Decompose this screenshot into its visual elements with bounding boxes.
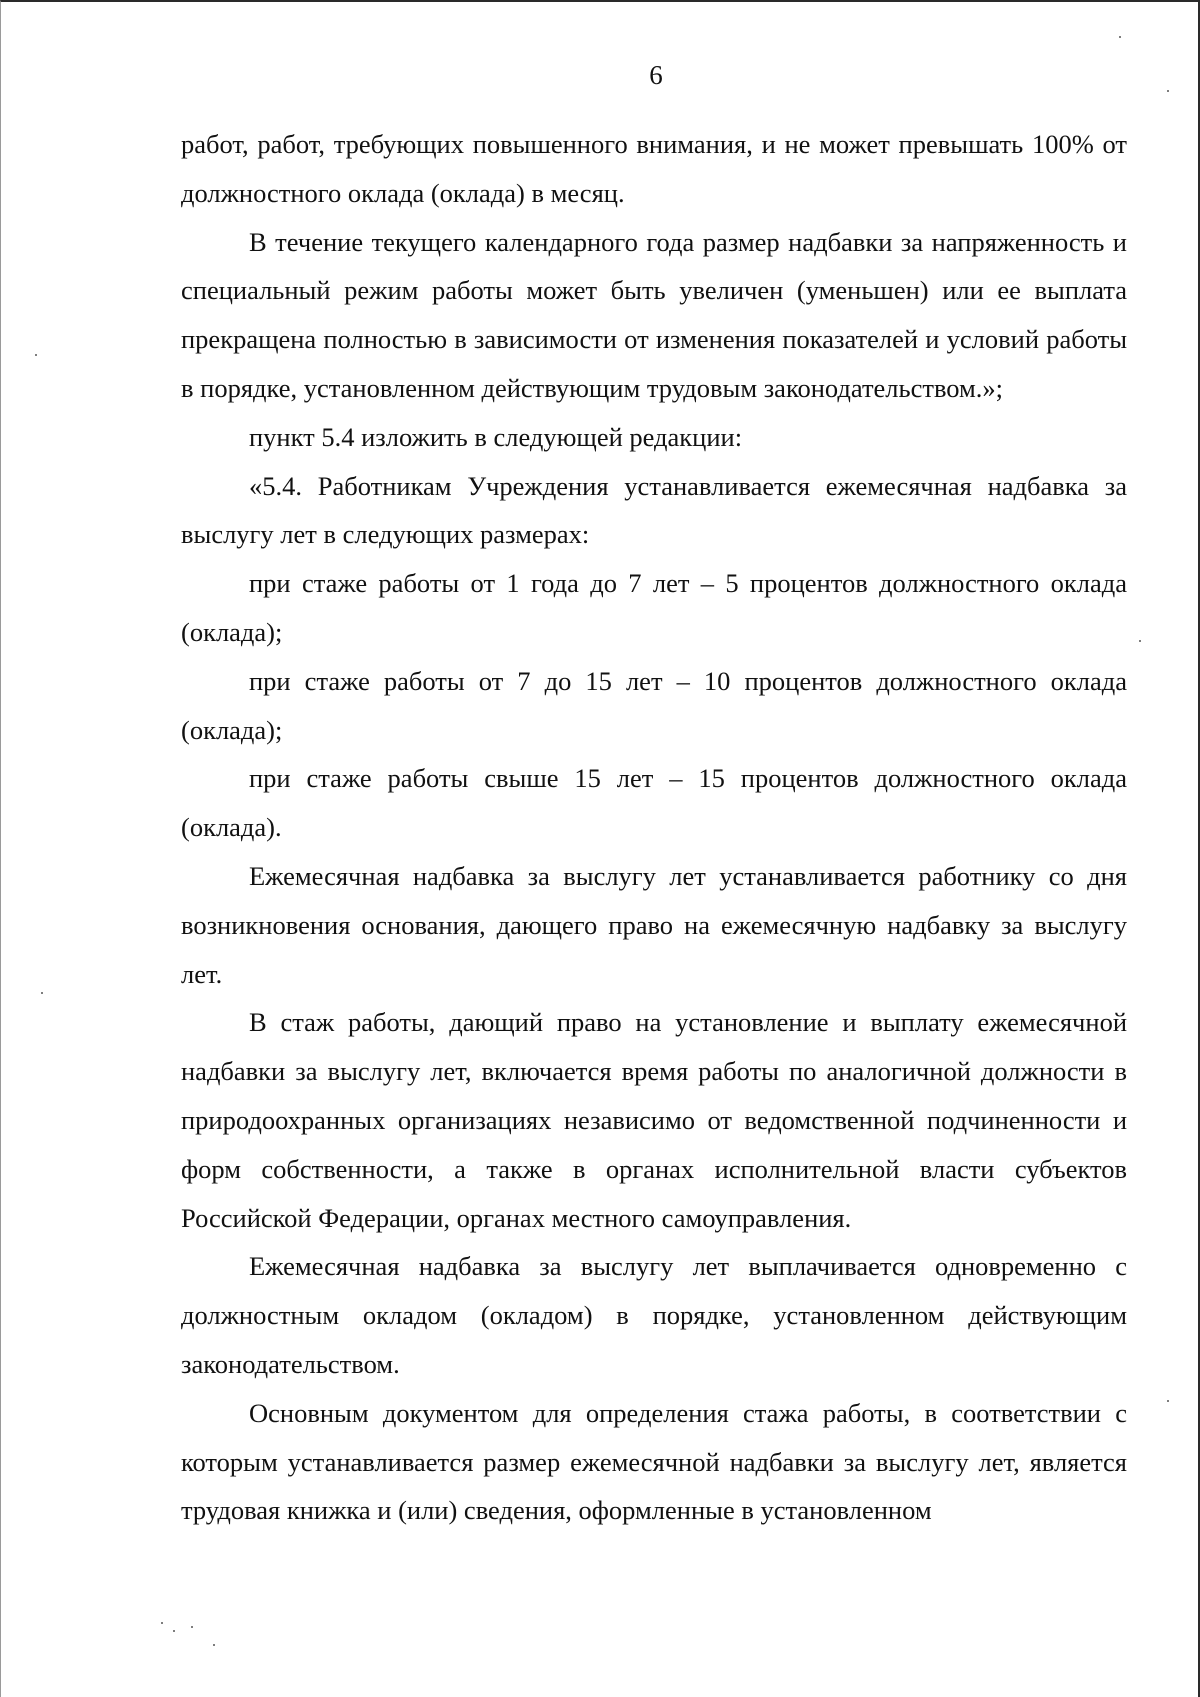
page-number: 6 xyxy=(649,60,663,90)
scan-speck xyxy=(1167,90,1169,92)
scan-speck xyxy=(1119,36,1121,38)
scan-speck xyxy=(1167,1400,1169,1402)
scan-speck xyxy=(173,1630,175,1632)
paragraph-allowance-start: Ежемесячная надбавка за выслугу лет устанавливается работнику со дня возникновения основания, дающего право на ежемесячную надбавку за выслугу лет. xyxy=(181,860,1127,989)
paragraph-tier-over-15: при стаже работы свыше 15 лет – 15 процентов должностного оклада (оклада). xyxy=(181,763,1127,843)
scan-speck xyxy=(161,1622,163,1624)
scan-speck xyxy=(213,1644,215,1646)
paragraph-allowance-payment: Ежемесячная надбавка за выслугу лет выплачивается одновременно с должностным окладом (окладом) в порядке, установленном действующим законодательством. xyxy=(181,1251,1127,1379)
paragraph-main-document: Основным документом для определения стажа работы, в соответствии с которым устанавливается размер ежемесячной надбавки за выслугу лет, является трудовая книжка и (или) сведения, оформленные в установленном xyxy=(181,1397,1127,1526)
paragraph-clause-5-4: «5.4. Работникам Учреждения устанавливается ежемесячная надбавка за выслугу лет в следующих размерах: xyxy=(181,470,1127,550)
paragraph-tier-1-7: при стаже работы от 1 года до 7 лет – 5 процентов должностного оклада (оклада); xyxy=(181,568,1127,647)
paragraph-continuation: работ, работ, требующих повышенного внимания, и не может превышать 100% от должностного оклада (оклада) в месяц. xyxy=(181,129,1127,208)
paragraph-allowance-change: В течение текущего календарного года размер надбавки за напряженность и специальный режим работы может быть увеличен (уменьшен) или ее выплата прекращена полностью в зависимости от изменения показателей и условий работы в порядке, установленном действующим трудовым законодательством.»; xyxy=(181,226,1127,403)
scan-speck xyxy=(191,1626,193,1628)
scan-speck xyxy=(35,354,37,356)
scan-speck xyxy=(1139,640,1141,642)
paragraph-service-length: В стаж работы, дающий право на установление и выплату ежемесячной надбавки за выслугу лет, включается время работы по аналогичной должности в природоохранных организациях независимо от ведомственной подчиненности и форм собственности, а также в органах исполнительной власти субъектов Российской Федерации, органах местного самоуправления. xyxy=(181,1007,1127,1233)
scan-speck xyxy=(41,992,43,994)
paragraph-clause-5-4-intro: пункт 5.4 изложить в следующей редакции: xyxy=(249,421,743,452)
paragraph-tier-7-15: при стаже работы от 7 до 15 лет – 10 процентов должностного оклада (оклада); xyxy=(181,665,1127,745)
document-body xyxy=(181,120,1127,1535)
